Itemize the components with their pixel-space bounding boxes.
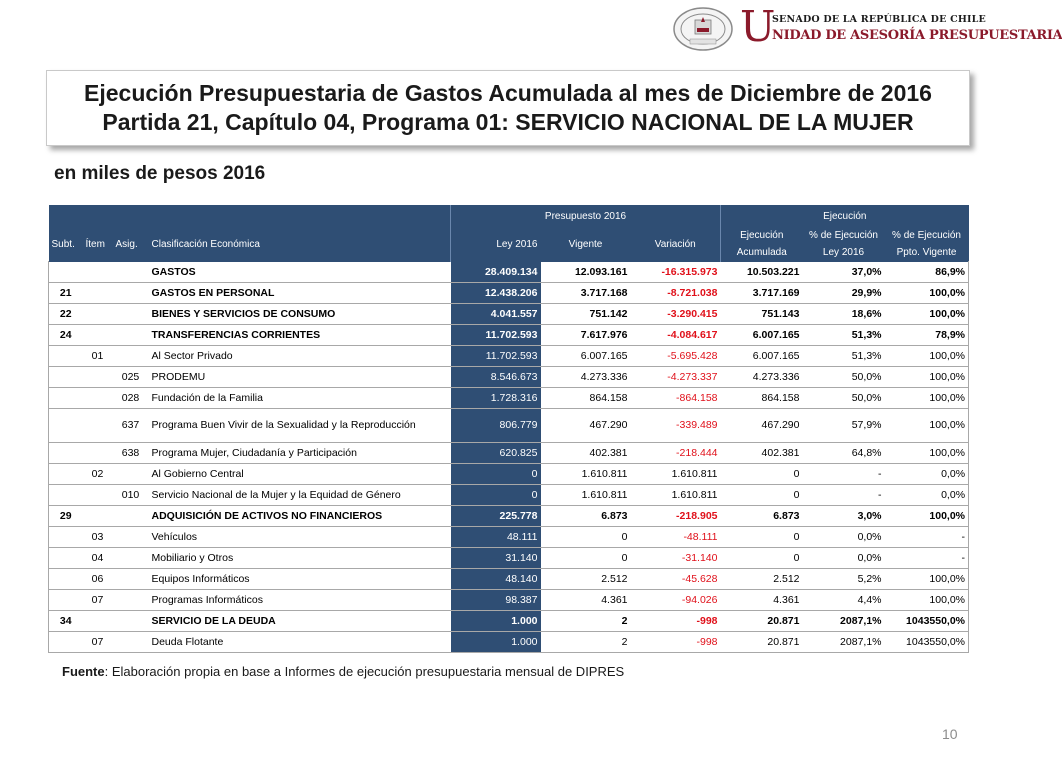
col-header-asig: Asig. <box>113 227 149 262</box>
cell-variacion: -339.489 <box>631 409 721 443</box>
cell-vigente: 3.717.168 <box>541 283 631 304</box>
cell-clasificacion: Programa Buen Vivir de la Sexualidad y la Reproducción <box>149 409 451 443</box>
cell-ejecucion: 3.717.169 <box>721 283 803 304</box>
cell-pct-vigente: 100,0% <box>885 346 969 367</box>
cell-asig <box>113 590 149 611</box>
table-row <box>49 527 969 548</box>
cell-clasificacion: Al Sector Privado <box>149 346 451 367</box>
cell-clasificacion: PRODEMU <box>149 367 451 388</box>
cell-clasificacion: Vehículos <box>149 527 451 548</box>
cell-vigente: 2.512 <box>541 569 631 590</box>
cell-subt <box>49 485 83 506</box>
cell-ley: 0 <box>451 464 541 485</box>
table-group-header-row <box>49 205 969 227</box>
cell-vigente: 6.007.165 <box>541 346 631 367</box>
cell-vigente: 4.273.336 <box>541 367 631 388</box>
cell-pct-vigente: 100,0% <box>885 409 969 443</box>
cell-variacion: -3.290.415 <box>631 304 721 325</box>
cell-ley: 12.438.206 <box>451 283 541 304</box>
cell-asig <box>113 632 149 653</box>
cell-variacion: -16.315.973 <box>631 262 721 283</box>
cell-variacion: -4.273.337 <box>631 367 721 388</box>
cell-vigente: 1.610.811 <box>541 464 631 485</box>
cell-pct-ley: 5,2% <box>803 569 885 590</box>
table-row <box>49 506 969 527</box>
cell-item: 07 <box>83 590 113 611</box>
cell-ejecucion: 4.273.336 <box>721 367 803 388</box>
cell-asig <box>113 527 149 548</box>
cell-vigente: 751.142 <box>541 304 631 325</box>
cell-pct-vigente: 0,0% <box>885 485 969 506</box>
col-header-pct-vigente: % de Ejecución Ppto. Vigente <box>885 227 969 262</box>
cell-asig: 025 <box>113 367 149 388</box>
cell-ley: 11.702.593 <box>451 346 541 367</box>
cell-ejecucion: 6.007.165 <box>721 346 803 367</box>
cell-subt <box>49 548 83 569</box>
cell-subt <box>49 409 83 443</box>
cell-ley: 225.778 <box>451 506 541 527</box>
cell-clasificacion: SERVICIO DE LA DEUDA <box>149 611 451 632</box>
cell-ejecucion: 4.361 <box>721 590 803 611</box>
cell-ley: 31.140 <box>451 548 541 569</box>
cell-subt <box>49 443 83 464</box>
header-blank <box>49 205 451 227</box>
cell-item: 01 <box>83 346 113 367</box>
cell-asig: 028 <box>113 388 149 409</box>
cell-asig <box>113 325 149 346</box>
cell-asig <box>113 262 149 283</box>
cell-clasificacion: Mobiliario y Otros <box>149 548 451 569</box>
cell-vigente: 6.873 <box>541 506 631 527</box>
cell-item <box>83 409 113 443</box>
cell-pct-ley: 50,0% <box>803 388 885 409</box>
cell-subt <box>49 388 83 409</box>
cell-clasificacion: Al Gobierno Central <box>149 464 451 485</box>
table-column-header-row <box>49 227 969 262</box>
cell-pct-vigente: 100,0% <box>885 443 969 464</box>
cell-subt <box>49 569 83 590</box>
col-header-pct-ley: % de Ejecución Ley 2016 <box>803 227 885 262</box>
cell-vigente: 402.381 <box>541 443 631 464</box>
cell-ley: 28.409.134 <box>451 262 541 283</box>
cell-asig <box>113 569 149 590</box>
table-row <box>49 464 969 485</box>
cell-variacion: -45.628 <box>631 569 721 590</box>
col-header-vigente: Vigente <box>541 227 631 262</box>
table-row <box>49 548 969 569</box>
cell-variacion: -31.140 <box>631 548 721 569</box>
cell-ley: 1.000 <box>451 611 541 632</box>
cell-variacion: -998 <box>631 632 721 653</box>
cell-vigente: 864.158 <box>541 388 631 409</box>
cell-pct-vigente: 86,9% <box>885 262 969 283</box>
cell-variacion: -8.721.038 <box>631 283 721 304</box>
cell-pct-vigente: 78,9% <box>885 325 969 346</box>
table-row <box>49 325 969 346</box>
cell-subt: 21 <box>49 283 83 304</box>
cell-pct-ley: - <box>803 464 885 485</box>
cell-ejecucion: 402.381 <box>721 443 803 464</box>
cell-ley: 1.728.316 <box>451 388 541 409</box>
cell-variacion: 1.610.811 <box>631 485 721 506</box>
cell-item: 04 <box>83 548 113 569</box>
cell-ley: 98.387 <box>451 590 541 611</box>
cell-ejecucion: 751.143 <box>721 304 803 325</box>
col-header-variacion: Variación <box>631 227 721 262</box>
group-header-ejecucion: Ejecución <box>721 205 969 227</box>
cell-vigente: 467.290 <box>541 409 631 443</box>
col-header-clasificacion: Clasificación Económica <box>149 227 451 262</box>
cell-pct-vigente: 100,0% <box>885 388 969 409</box>
cell-variacion: 1.610.811 <box>631 464 721 485</box>
cell-item <box>83 304 113 325</box>
cell-pct-ley: 50,0% <box>803 367 885 388</box>
cell-clasificacion: GASTOS <box>149 262 451 283</box>
cell-item: 07 <box>83 632 113 653</box>
cell-ley: 48.111 <box>451 527 541 548</box>
cell-clasificacion: BIENES Y SERVICIOS DE CONSUMO <box>149 304 451 325</box>
senado-logo-text <box>740 2 1062 52</box>
col-header-ejecucion-acumulada: Ejecución Acumulada <box>721 227 803 262</box>
cell-variacion: -48.111 <box>631 527 721 548</box>
cell-subt <box>49 346 83 367</box>
cell-pct-vigente: - <box>885 527 969 548</box>
cell-item <box>83 283 113 304</box>
cell-vigente: 7.617.976 <box>541 325 631 346</box>
cell-variacion: -218.905 <box>631 506 721 527</box>
cell-item: 06 <box>83 569 113 590</box>
cell-subt: 24 <box>49 325 83 346</box>
cell-item <box>83 325 113 346</box>
page-number: 10 <box>942 726 958 742</box>
cell-clasificacion: TRANSFERENCIAS CORRIENTES <box>149 325 451 346</box>
cell-pct-ley: 0,0% <box>803 548 885 569</box>
cell-ley: 4.041.557 <box>451 304 541 325</box>
cell-ley: 0 <box>451 485 541 506</box>
cell-asig: 638 <box>113 443 149 464</box>
col-header-item: Ítem <box>83 227 113 262</box>
cell-ejecucion: 0 <box>721 464 803 485</box>
cell-clasificacion: GASTOS EN PERSONAL <box>149 283 451 304</box>
cell-pct-ley: 64,8% <box>803 443 885 464</box>
cell-pct-vigente: 1043550,0% <box>885 632 969 653</box>
cell-subt <box>49 590 83 611</box>
table-row <box>49 346 969 367</box>
cell-variacion: -864.158 <box>631 388 721 409</box>
cell-subt: 34 <box>49 611 83 632</box>
cell-variacion: -218.444 <box>631 443 721 464</box>
table-row <box>49 632 969 653</box>
cell-item <box>83 262 113 283</box>
cell-ejecucion: 467.290 <box>721 409 803 443</box>
table-row <box>49 611 969 632</box>
cell-ejecucion: 6.007.165 <box>721 325 803 346</box>
cell-pct-vigente: 100,0% <box>885 283 969 304</box>
table-body <box>49 262 969 653</box>
cell-asig <box>113 611 149 632</box>
table-row <box>49 262 969 283</box>
cell-clasificacion: Fundación de la Familia <box>149 388 451 409</box>
cell-clasificacion: Equipos Informáticos <box>149 569 451 590</box>
logo-unidad-line: NIDAD DE ASESORÍA PRESUPUESTARIA <box>772 28 1062 43</box>
table-row <box>49 283 969 304</box>
table-row <box>49 443 969 464</box>
cell-ley: 806.779 <box>451 409 541 443</box>
cell-item <box>83 485 113 506</box>
cell-subt <box>49 262 83 283</box>
senado-logo <box>672 2 1062 52</box>
table-row <box>49 388 969 409</box>
table-row <box>49 367 969 388</box>
cell-pct-vigente: 100,0% <box>885 367 969 388</box>
cell-ejecucion: 20.871 <box>721 611 803 632</box>
cell-item <box>83 611 113 632</box>
cell-pct-ley: 2087,1% <box>803 611 885 632</box>
cell-item: 02 <box>83 464 113 485</box>
cell-asig: 010 <box>113 485 149 506</box>
cell-subt <box>49 632 83 653</box>
cell-variacion: -4.084.617 <box>631 325 721 346</box>
cell-ley: 620.825 <box>451 443 541 464</box>
cell-pct-ley: 18,6% <box>803 304 885 325</box>
cell-asig: 637 <box>113 409 149 443</box>
cell-vigente: 0 <box>541 527 631 548</box>
cell-vigente: 0 <box>541 548 631 569</box>
cell-asig <box>113 283 149 304</box>
cell-item <box>83 367 113 388</box>
subtitle: en miles de pesos 2016 <box>54 163 266 184</box>
cell-clasificacion: Servicio Nacional de la Mujer y la Equidad de Género <box>149 485 451 506</box>
cell-ejecucion: 10.503.221 <box>721 262 803 283</box>
budget-table <box>48 205 969 653</box>
cell-variacion: -998 <box>631 611 721 632</box>
table-row <box>49 485 969 506</box>
cell-subt: 29 <box>49 506 83 527</box>
cell-pct-ley: 3,0% <box>803 506 885 527</box>
cell-subt <box>49 464 83 485</box>
senado-seal-icon <box>672 6 734 52</box>
cell-pct-vigente: 100,0% <box>885 304 969 325</box>
budget-table-wrapper <box>48 205 968 653</box>
cell-item: 03 <box>83 527 113 548</box>
group-header-presupuesto: Presupuesto 2016 <box>451 205 721 227</box>
cell-vigente: 2 <box>541 611 631 632</box>
cell-vigente: 2 <box>541 632 631 653</box>
cell-vigente: 12.093.161 <box>541 262 631 283</box>
cell-clasificacion: ADQUISICIÓN DE ACTIVOS NO FINANCIEROS <box>149 506 451 527</box>
cell-pct-vigente: - <box>885 548 969 569</box>
table-row <box>49 304 969 325</box>
cell-ejecucion: 864.158 <box>721 388 803 409</box>
cell-pct-ley: 4,4% <box>803 590 885 611</box>
cell-item <box>83 388 113 409</box>
cell-asig <box>113 464 149 485</box>
cell-pct-ley: 51,3% <box>803 346 885 367</box>
cell-pct-vigente: 1043550,0% <box>885 611 969 632</box>
source-note <box>62 664 624 679</box>
cell-ley: 48.140 <box>451 569 541 590</box>
cell-pct-ley: 51,3% <box>803 325 885 346</box>
cell-variacion: -5.695.428 <box>631 346 721 367</box>
cell-clasificacion: Programas Informáticos <box>149 590 451 611</box>
cell-asig <box>113 548 149 569</box>
cell-ejecucion: 20.871 <box>721 632 803 653</box>
cell-vigente: 1.610.811 <box>541 485 631 506</box>
table-row <box>49 569 969 590</box>
source-label: Fuente <box>62 664 105 679</box>
logo-senado-line: SENADO DE LA REPÚBLICA DE CHILE <box>772 14 986 25</box>
cell-subt <box>49 367 83 388</box>
cell-ejecucion: 0 <box>721 485 803 506</box>
cell-pct-vigente: 100,0% <box>885 506 969 527</box>
cell-asig <box>113 304 149 325</box>
cell-item <box>83 506 113 527</box>
cell-ley: 11.702.593 <box>451 325 541 346</box>
cell-variacion: -94.026 <box>631 590 721 611</box>
cell-clasificacion: Deuda Flotante <box>149 632 451 653</box>
cell-item <box>83 443 113 464</box>
cell-pct-ley: 0,0% <box>803 527 885 548</box>
title-line-2: Partida 21, Capítulo 04, Programa 01: SERVICIO NACIONAL DE LA MUJER <box>102 109 914 135</box>
col-header-subt: Subt. <box>49 227 83 262</box>
cell-ejecucion: 0 <box>721 527 803 548</box>
logo-initial: U <box>740 2 776 51</box>
title-line-1: Ejecución Presupuestaria de Gastos Acumulada al mes de Diciembre de 2016 <box>84 80 932 106</box>
table-row <box>49 409 969 443</box>
cell-pct-ley: 57,9% <box>803 409 885 443</box>
cell-pct-ley: 29,9% <box>803 283 885 304</box>
cell-pct-ley: - <box>803 485 885 506</box>
cell-subt: 22 <box>49 304 83 325</box>
cell-vigente: 4.361 <box>541 590 631 611</box>
cell-asig <box>113 506 149 527</box>
table-row <box>49 590 969 611</box>
cell-ejecucion: 2.512 <box>721 569 803 590</box>
cell-ley: 8.546.673 <box>451 367 541 388</box>
source-text: : Elaboración propia en base a Informes de ejecución presupuestaria mensual de DIPRES <box>104 664 625 679</box>
cell-pct-ley: 37,0% <box>803 262 885 283</box>
col-header-ley: Ley 2016 <box>451 227 541 262</box>
cell-pct-vigente: 100,0% <box>885 569 969 590</box>
cell-ejecucion: 6.873 <box>721 506 803 527</box>
cell-asig <box>113 346 149 367</box>
cell-clasificacion: Programa Mujer, Ciudadanía y Participación <box>149 443 451 464</box>
title-box <box>46 70 970 146</box>
cell-pct-ley: 2087,1% <box>803 632 885 653</box>
cell-pct-vigente: 0,0% <box>885 464 969 485</box>
cell-ejecucion: 0 <box>721 548 803 569</box>
cell-ley: 1.000 <box>451 632 541 653</box>
cell-pct-vigente: 100,0% <box>885 590 969 611</box>
cell-subt <box>49 527 83 548</box>
